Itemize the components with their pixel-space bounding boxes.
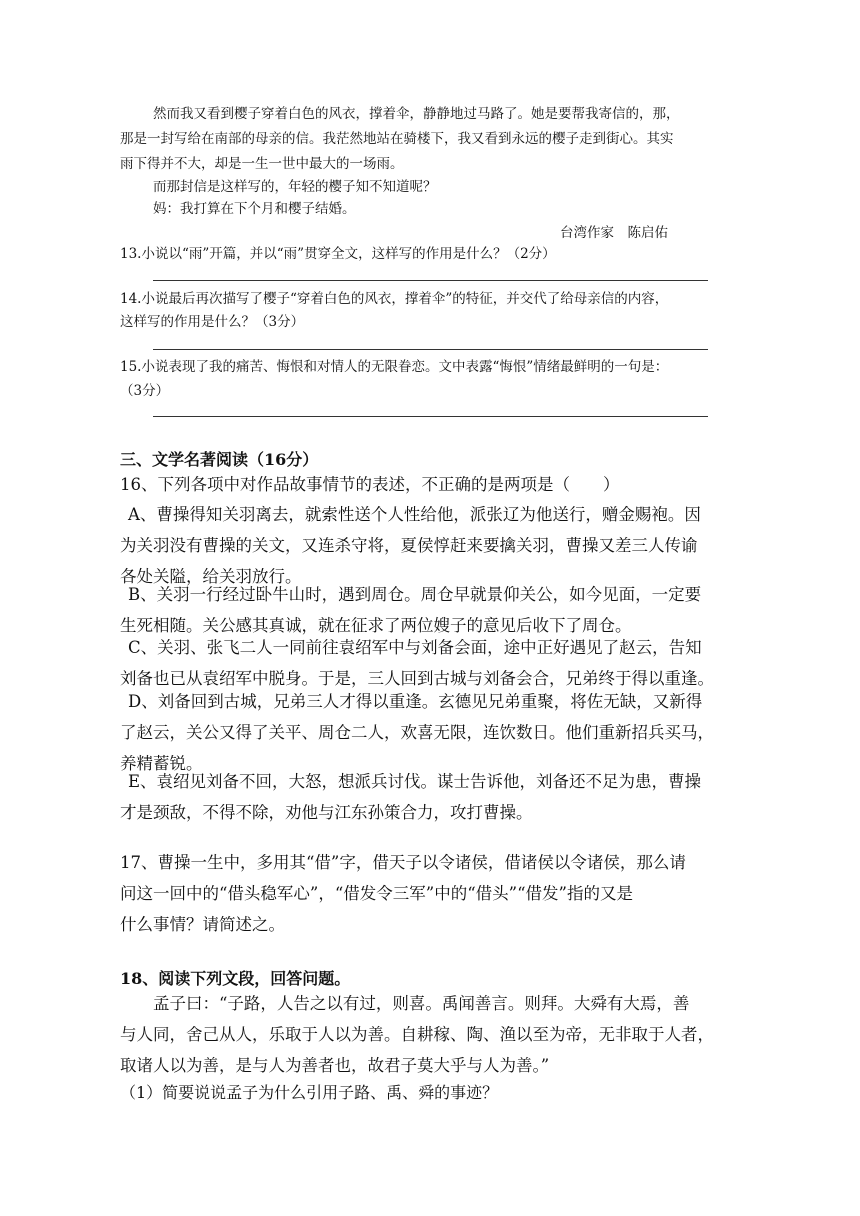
question-17-line-2: 问这一回中的“借头稳军心”，“借发令三军”中的“借头”“借发”指的又是 (120, 884, 633, 903)
answer-line-15[interactable] (153, 416, 708, 417)
story-author: 台湾作家 陈启佑 (560, 225, 668, 241)
q16-option-c-line-1: C、关羽、张飞二人一同前往袁绍军中与刘备会面，途中正好遇见了赵云，告知 (128, 638, 702, 657)
q16-option-b-line-2: 生死相随。关公感其真诚，就在征求了两位嫂子的意见后收下了周仓。 (120, 616, 632, 635)
question-18-heading: 18、阅读下列文段，回答问题。 (120, 969, 351, 988)
story-line-3: 雨下得并不大，却是一生一世中最大的一场雨。 (120, 156, 404, 172)
q16-option-a-line-3: 各处关隘，给关羽放行。 (120, 567, 302, 586)
question-13: 13.小说以“雨”开篇，并以“雨”贯穿全文，这样写的作用是什么？（2分） (120, 246, 556, 262)
story-line-5: 妈：我打算在下个月和樱子结婚。 (153, 201, 356, 217)
question-17-line-3: 什么事情？请简述之。 (120, 915, 285, 934)
question-17-line-1: 17、曹操一生中，多用其“借”字，借天子以令诸侯，借诸侯以令诸侯，那么请 (120, 853, 686, 872)
q16-option-a-line-2: 为关羽没有曹操的关文，又连杀守将，夏侯惇赶来要擒关羽，曹操又差三人传谕 (120, 536, 698, 555)
story-line-1: 然而我又看到樱子穿着白色的风衣，撑着伞，静静地过马路了。她是要帮我寄信的，那， (153, 106, 680, 122)
question-14-line-2: 这样写的作用是什么？（3分） (120, 314, 305, 330)
answer-line-14[interactable] (153, 349, 708, 350)
section-3-heading: 三、文学名著阅读（16分） (120, 450, 319, 469)
q18-subquestion-1: （1）简要说说孟子为什么引用子路、禹、舜的事迹？ (120, 1083, 499, 1102)
q16-option-a-line-1: A、曹操得知关羽离去，就索性送个人性给他，派张辽为他送行，赠金赐袍。因 (128, 505, 701, 524)
question-14-line-1: 14.小说最后再次描写了樱子“穿着白色的风衣，撑着伞”的特征，并交代了给母亲信的内容， (120, 291, 669, 307)
q16-option-c-line-2: 刘备也已从袁绍军中脱身。于是，三人回到古城与刘备会合，兄弟终于得以重逢。 (120, 669, 714, 688)
story-line-4: 而那封信是这样写的，年轻的樱子知不知道呢？ (153, 179, 437, 195)
question-15-line-1: 15.小说表现了我的痛苦、悔恨和对情人的无限眷恋。文中表露“悔恨”情绪最鲜明的一句是： (120, 359, 669, 375)
q16-option-d-line-1: D、刘备回到古城，兄弟三人才得以重逢。玄德见兄弟重聚，将佐无缺，又新得 (128, 692, 703, 711)
story-line-2: 那是一封写给在南部的母亲的信。我茫然地站在骑楼下，我又看到永远的樱子走到街心。其实 (120, 131, 674, 147)
q16-option-e-line-2: 才是颈敌，不得不除，劝他与江东孙策合力，攻打曹操。 (120, 803, 533, 822)
question-15-line-2: （3分） (120, 383, 170, 399)
q18-passage-line-1: 孟子曰：“子路，人告之以有过，则喜。禹闻善言。则拜。大舜有大焉，善 (153, 994, 690, 1013)
question-16-stem: 16、下列各项中对作品故事情节的表述，不正确的是两项是（ ） (120, 475, 620, 494)
q16-option-b-line-1: B、关羽一行经过卧牛山时，遇到周仓。周仓早就景仰关公，如今见面，一定要 (128, 585, 702, 604)
q16-option-d-line-3: 养精蓄锐。 (120, 754, 203, 773)
q18-passage-line-3: 取诸人以为善，是与人为善者也，故君子莫大乎与人为善。” (120, 1056, 550, 1075)
q16-option-e-line-1: E、袁绍见刘备不回，大怒，想派兵讨伐。谋士告诉他，刘备还不足为患，曹操 (128, 772, 702, 791)
answer-line-13[interactable] (153, 280, 708, 281)
q16-option-d-line-2: 了赵云，关公又得了关平、周仓二人，欢喜无限，连饮数日。他们重新招兵买马， (120, 723, 714, 742)
q18-passage-line-2: 与人同，舍己从人，乐取于人以为善。自耕稼、陶、渔以至为帝，无非取于人者， (120, 1025, 714, 1044)
